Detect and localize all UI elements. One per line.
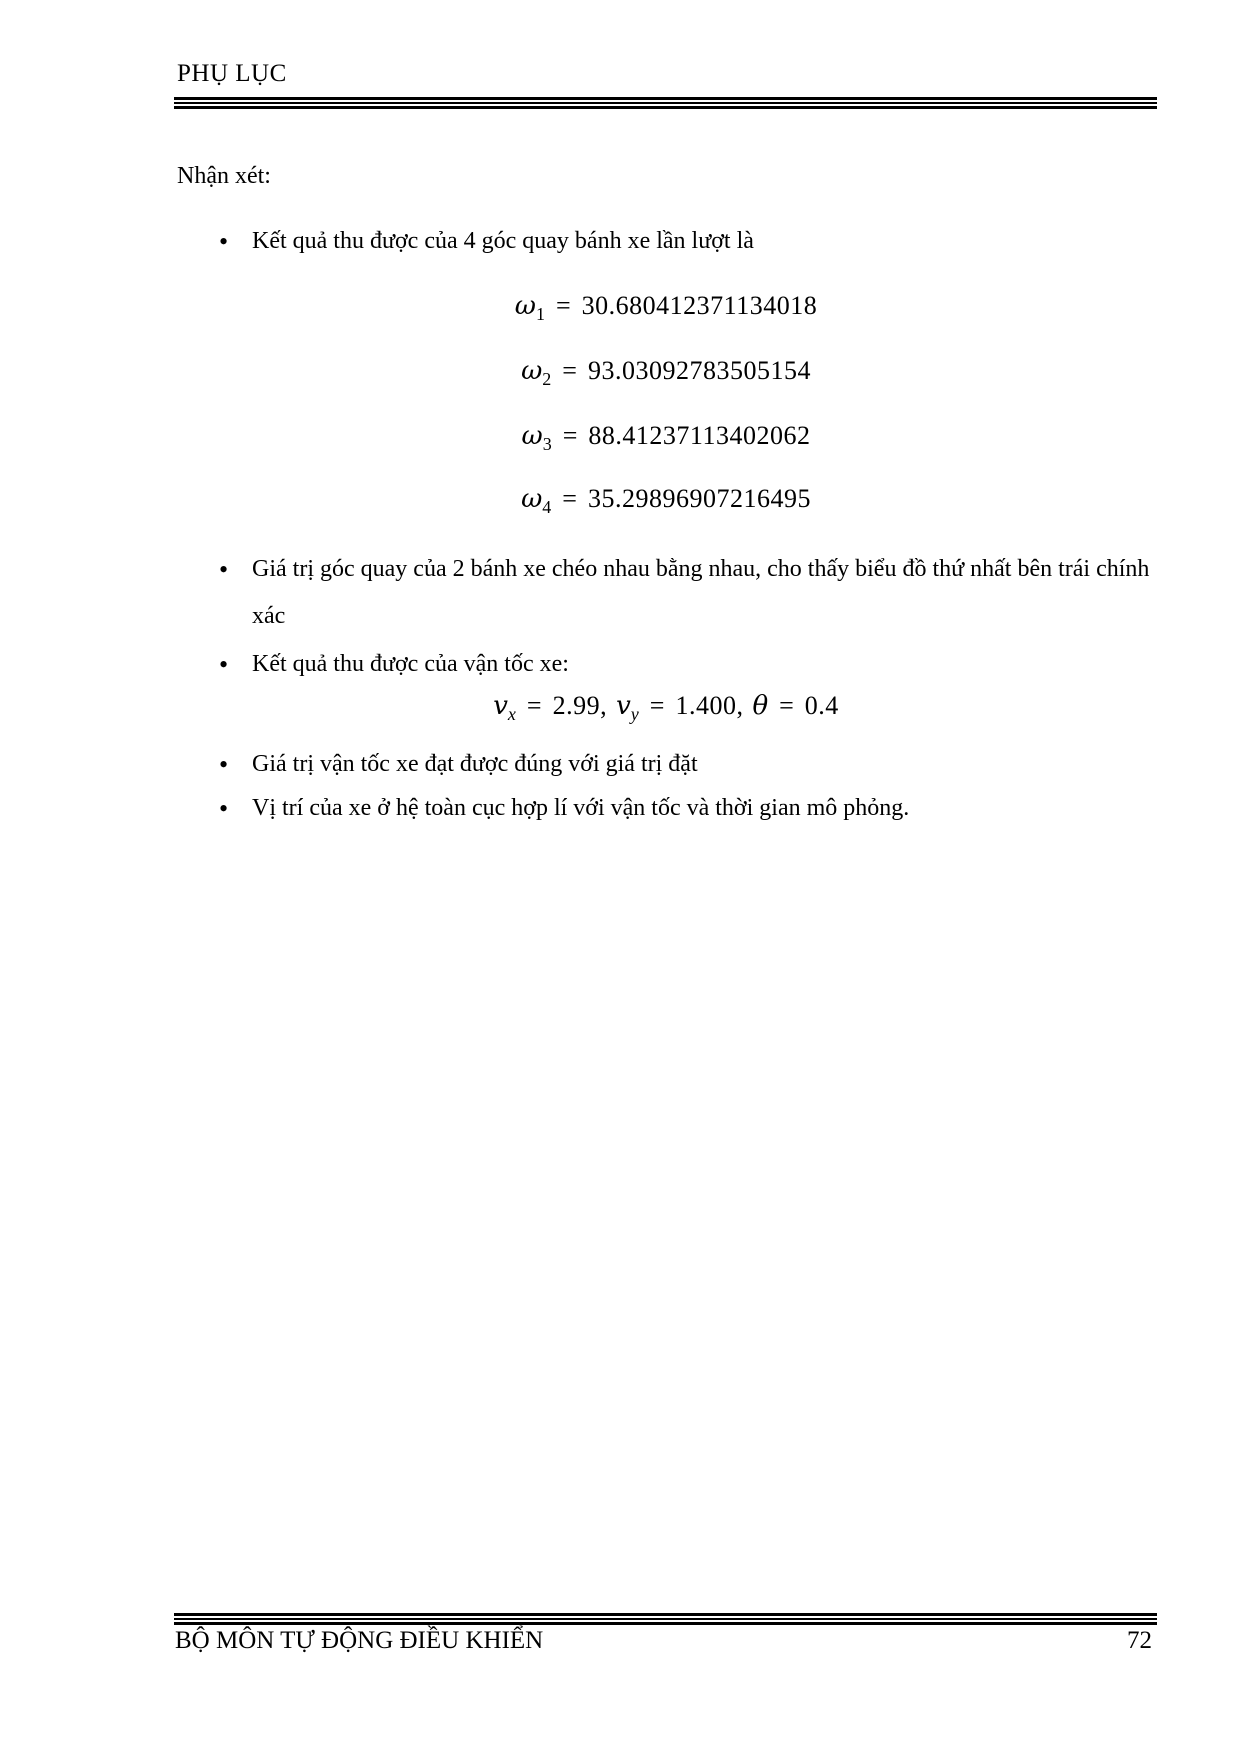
subscript: 3 [542, 434, 552, 454]
bullet-text: Giá trị vận tốc xe đạt được đúng với giá trị đặt [252, 751, 698, 777]
equation-omega-2 [175, 354, 1157, 388]
footer-page-number: 72 [1127, 1627, 1152, 1654]
footer-rule-line [174, 1618, 1157, 1620]
equation-omega-3 [175, 419, 1157, 453]
v-symbol: v [616, 691, 631, 721]
bullet-text: Kết quả thu được của vận tốc xe: [252, 651, 569, 677]
equals-sign: = [562, 484, 577, 513]
header-rule-line [174, 97, 1157, 100]
equals-sign: = [649, 691, 665, 720]
subscript: 2 [542, 369, 552, 389]
omega-symbol: ω [521, 421, 543, 451]
velocity-y-term [616, 691, 744, 724]
bullet-text: Giá trị góc quay của 2 bánh xe chéo nhau bằng nhau, cho thấy biểu đồ thứ nhất bên trái chính xác [252, 556, 1150, 629]
footer-rule-line [174, 1613, 1157, 1616]
theta-term [752, 691, 838, 720]
v-symbol: v [493, 691, 508, 721]
equals-sign: = [526, 691, 542, 720]
footer-rule [174, 1613, 1157, 1625]
equation-value: 0.4 [804, 691, 839, 720]
omega-symbol: ω [514, 291, 536, 321]
bullet-item-velocity-result [175, 641, 1167, 688]
footer-rule-line [174, 1622, 1157, 1625]
header-rule-line [174, 102, 1157, 104]
bullet-item-position-reasonable [175, 785, 1167, 832]
equation-value: 35.29896907216495 [587, 484, 811, 513]
equals-sign: = [562, 356, 577, 385]
page-footer [175, 1626, 1152, 1656]
equals-sign: = [779, 691, 794, 720]
equation-omega-1 [175, 289, 1157, 323]
notes-heading: Nhận xét: [177, 163, 271, 189]
header-rule [174, 97, 1157, 109]
subscript: 4 [542, 497, 552, 517]
subscript: y [630, 704, 639, 724]
page-header-title: PHỤ LỤC [177, 60, 287, 87]
equation-value: 30.680412371134018 [581, 291, 818, 320]
equation-value: 88.41237113402062 [588, 421, 811, 450]
equation-value: 1.400, [675, 691, 744, 720]
subscript: 1 [535, 304, 545, 324]
bullet-item-velocity-correct [175, 741, 1167, 788]
bullet-item-wheel-angles [175, 218, 1167, 265]
header-rule-line [174, 106, 1157, 109]
theta-symbol: θ [752, 691, 769, 721]
equals-sign: = [555, 291, 571, 320]
equation-value: 93.03092783505154 [587, 356, 811, 385]
footer-department: BỘ MÔN TỰ ĐỘNG ĐIỀU KHIỂN [175, 1627, 544, 1654]
bullet-item-diagonal-wheels [175, 546, 1167, 640]
subscript: x [507, 704, 516, 724]
equation-velocity [175, 689, 1157, 723]
bullet-text: Vị trí của xe ở hệ toàn cục hợp lí với vận tốc và thời gian mô phỏng. [252, 795, 910, 821]
velocity-x-term [493, 691, 608, 724]
equals-sign: = [562, 421, 578, 450]
omega-symbol: ω [521, 356, 543, 386]
equation-omega-4 [175, 482, 1157, 516]
equation-value: 2.99, [552, 691, 608, 720]
bullet-text: Kết quả thu được của 4 góc quay bánh xe lần lượt là [252, 228, 754, 254]
omega-symbol: ω [521, 484, 543, 514]
